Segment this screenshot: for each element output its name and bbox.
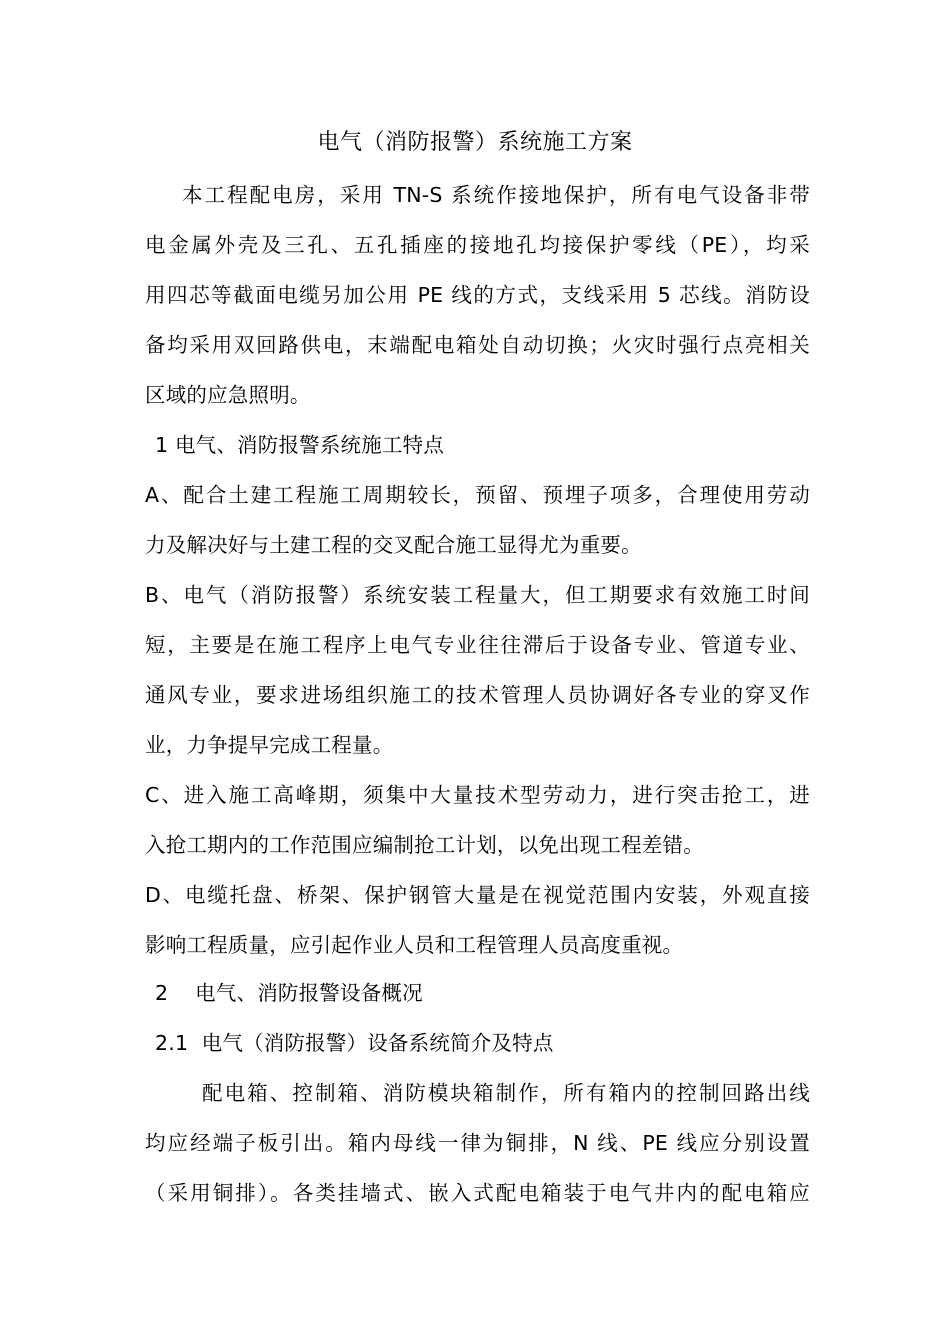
intro-line-2: 电金属外壳及三孔、五孔插座的接地孔均接保护零线（PE），均采	[145, 233, 810, 257]
item-c-line-1: C、进入施工高峰期，须集中大量技术型劳动力，进行突击抢工，进	[145, 783, 810, 807]
item-a-line-2: 力及解决好与土建工程的交叉配合施工显得尤为重要。	[145, 533, 642, 557]
section-2-heading: 2 电气、消防报警设备概况	[155, 981, 423, 1005]
item-b-line-2: 短，主要是在施工程序上电气专业往往滞后于设备专业、管道专业、	[145, 633, 810, 657]
section-2-1-heading: 2.1 电气（消防报警）设备系统简介及特点	[155, 1031, 554, 1055]
intro-line-5: 区域的应急照明。	[145, 383, 311, 407]
intro-line-3: 用四芯等截面电缆另加公用 PE 线的方式，支线采用 5 芯线。消防设	[145, 283, 810, 307]
item-d-line-2: 影响工程质量，应引起作业人员和工程管理人员高度重视。	[145, 933, 684, 957]
item-c-line-2: 入抢工期内的工作范围应编制抢工计划，以免出现工程差错。	[145, 833, 704, 857]
item-b-line-4: 业，力争提早完成工程量。	[145, 733, 394, 757]
intro-line-4: 备均采用双回路供电，末端配电箱处自动切换；火灾时强行点亮相关	[145, 333, 810, 357]
item-b-line-1: B、电气（消防报警）系统安装工程量大，但工期要求有效施工时间	[145, 583, 810, 607]
document-title: 电气（消防报警）系统施工方案	[317, 130, 633, 155]
item-b-line-3: 通风专业，要求进场组织施工的技术管理人员协调好各专业的穿叉作	[145, 683, 810, 707]
section-2-paragraph-line-1: 配电箱、控制箱、消防模块箱制作，所有箱内的控制回路出线	[202, 1081, 810, 1105]
section-1-heading: 1 电气、消防报警系统施工特点	[155, 433, 445, 457]
section-2-paragraph-line-2: 均应经端子板引出。箱内母线一律为铜排，N 线、PE 线应分别设置	[145, 1131, 810, 1155]
section-2-paragraph-line-3: （采用铜排）。各类挂墙式、嵌入式配电箱装于电气井内的配电箱应	[145, 1181, 810, 1205]
item-d-line-1: D、电缆托盘、桥架、保护钢管大量是在视觉范围内安装，外观直接	[145, 883, 810, 907]
item-a-line-1: A、配合土建工程施工周期较长，预留、预埋子项多，合理使用劳动	[145, 483, 810, 507]
intro-line-1: 本工程配电房，采用 TN-S 系统作接地保护，所有电气设备非带	[182, 183, 810, 207]
